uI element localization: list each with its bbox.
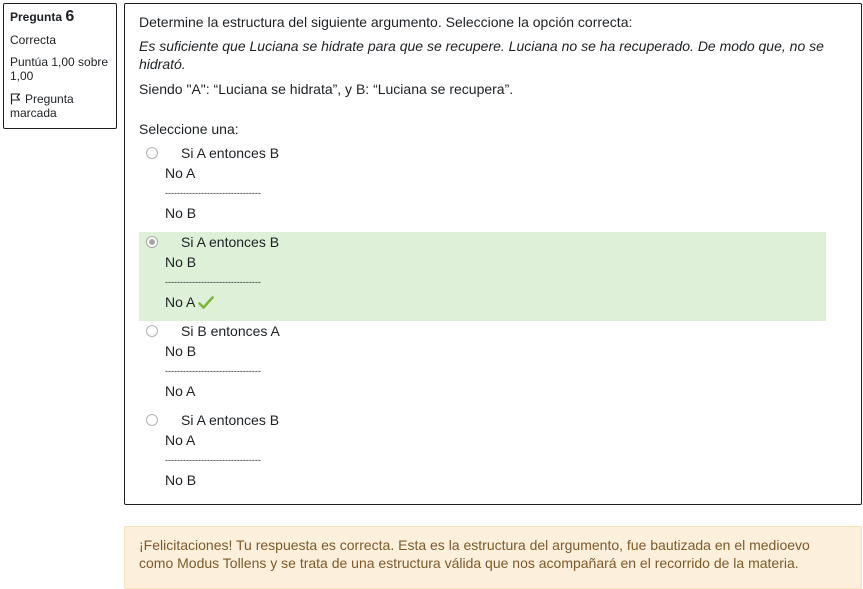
question-number [10, 10, 110, 24]
answer-option-a[interactable] [139, 143, 826, 232]
answer-option-c[interactable] [139, 321, 826, 410]
option-conclusion-row [165, 292, 826, 312]
question-instruction: Determine la estructura del siguiente argumento. Seleccione la opción correcta: [139, 14, 633, 30]
option-conclusion: No B [165, 205, 197, 221]
option-premise2: No B [165, 343, 197, 359]
question-argument: Es suficiente que Luciana se hidrate para que se recupere. Luciana no se ha recuperado. De modo que, no se hidrató. [139, 38, 824, 72]
question-info-panel [3, 3, 117, 129]
feedback-text: ¡Felicitaciones! Tu respuesta es correcta. Esta es la estructura del argumento, fue bautizada en el medioevo como Modus Tollens y se trata de una estructura válida que nos acompañará en el recorrido de la materia. [139, 537, 810, 571]
radio-option-d[interactable] [146, 414, 158, 426]
answer-options [139, 143, 826, 499]
flag-icon [10, 93, 21, 105]
option-separator: -------------------------------- [165, 455, 261, 465]
option-premise1: Si A entonces B [181, 234, 280, 250]
correct-check-icon [198, 296, 214, 310]
option-premise1: Si B entonces A [181, 323, 280, 339]
answer-prompt: Seleccione una: [139, 121, 239, 137]
option-conclusion: No B [165, 472, 197, 488]
question-number-value: 6 [65, 8, 75, 25]
question-label: Pregunta [10, 10, 63, 24]
flag-question-link[interactable] [10, 92, 110, 120]
question-grade: Puntúa 1,00 sobre 1,00 [10, 55, 109, 83]
option-conclusion: No A [165, 383, 196, 399]
feedback-box [124, 526, 862, 589]
option-premise1: Si A entonces B [181, 412, 280, 428]
option-premise2: No B [165, 254, 197, 270]
radio-option-c[interactable] [146, 325, 158, 337]
question-state: Correcta [10, 33, 57, 47]
option-premise1: Si A entonces B [181, 145, 280, 161]
radio-option-b[interactable] [146, 236, 158, 248]
option-separator: -------------------------------- [165, 188, 261, 198]
radio-option-a[interactable] [146, 147, 158, 159]
answer-option-d[interactable] [139, 410, 826, 499]
option-conclusion: No A [165, 294, 196, 310]
question-text [139, 13, 847, 98]
option-premise2: No A [165, 432, 196, 448]
question-content [124, 3, 862, 505]
option-separator: -------------------------------- [165, 277, 261, 287]
option-separator: -------------------------------- [165, 366, 261, 376]
question-definitions: Siendo "A": “Luciana se hidrata”, y B: “Luciana se recupera”. [139, 81, 514, 97]
answer-option-b[interactable] [139, 232, 826, 321]
option-premise2: No A [165, 165, 196, 181]
flag-label: Pregunta marcada [10, 92, 74, 120]
